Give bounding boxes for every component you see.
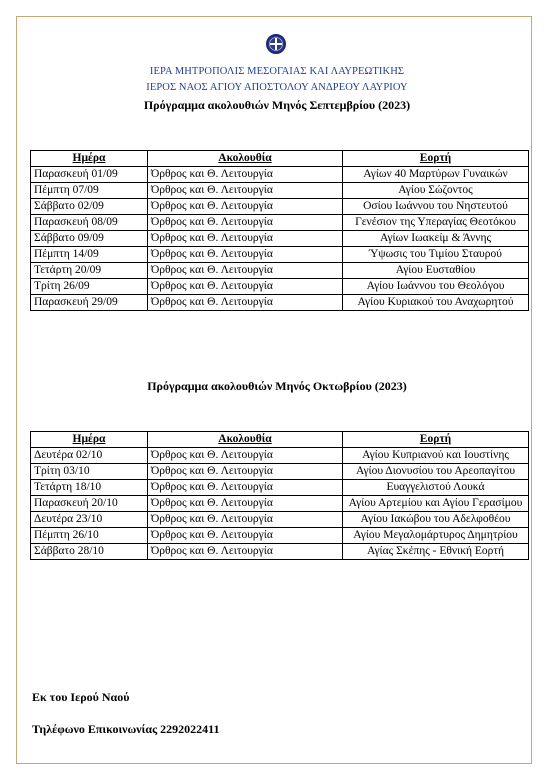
church-seal-logo	[266, 34, 286, 54]
footer-signature: Εκ του Ιερού Ναού	[32, 690, 130, 704]
table-header-row	[31, 151, 529, 167]
table-row	[31, 528, 529, 544]
cell-feast: Αγίου Κυριακού του Αναχωρητού	[343, 295, 529, 311]
cell-service: Όρθρος και Θ. Λειτουργία	[148, 183, 343, 199]
table-header-row	[31, 432, 529, 448]
cell-day: Τρίτη 03/10	[31, 464, 148, 480]
cell-day: Παρασκευή 01/09	[31, 167, 148, 183]
table-row	[31, 512, 529, 528]
table-row	[31, 496, 529, 512]
table-row	[31, 167, 529, 183]
table-row	[31, 464, 529, 480]
cell-feast: Αγίου Ευσταθίου	[343, 263, 529, 279]
table-row	[31, 247, 529, 263]
cell-service: Όρθρος και Θ. Λειτουργία	[148, 448, 343, 464]
cell-feast: Αγίων Ιωακείμ & Άννης	[343, 231, 529, 247]
church-title: ΙΕΡΟΣ ΝΑΟΣ ΑΓΙΟΥ ΑΠΟΣΤΟΛΟΥ ΑΝΔΡΕΟΥ ΛΑΥΡΙΟΥ	[146, 82, 408, 93]
cell-day: Παρασκευή 20/10	[31, 496, 148, 512]
column-header-service: Ακολουθία	[148, 432, 343, 448]
cell-service: Όρθρος και Θ. Λειτουργία	[148, 199, 343, 215]
cell-service: Όρθρος και Θ. Λειτουργία	[148, 528, 343, 544]
cell-service: Όρθρος και Θ. Λειτουργία	[148, 279, 343, 295]
cell-service: Όρθρος και Θ. Λειτουργία	[148, 480, 343, 496]
cell-day: Τετάρτη 20/09	[31, 263, 148, 279]
metropolis-title: ΙΕΡΑ ΜΗΤΡΟΠΟΛΙΣ ΜΕΣΟΓΑΙΑΣ ΚΑΙ ΛΑΥΡΕΩΤΙΚΗΣ	[149, 66, 405, 77]
column-header-feast: Εορτή	[343, 151, 529, 167]
cell-day: Πέμπτη 07/09	[31, 183, 148, 199]
table-row	[31, 279, 529, 295]
cell-service: Όρθρος και Θ. Λειτουργία	[148, 167, 343, 183]
cell-day: Παρασκευή 29/09	[31, 295, 148, 311]
table-row	[31, 448, 529, 464]
cell-service: Όρθρος και Θ. Λειτουργία	[148, 512, 343, 528]
cell-service: Όρθρος και Θ. Λειτουργία	[148, 231, 343, 247]
column-header-day: Ημέρα	[31, 432, 148, 448]
cell-day: Σάββατο 28/10	[31, 544, 148, 560]
cell-feast: Οσίου Ιωάννου του Νηστευτού	[343, 199, 529, 215]
cell-feast: Ευαγγελιστού Λουκά	[343, 480, 529, 496]
cell-feast: Αγίου Ιωάννου του Θεολόγου	[343, 279, 529, 295]
cell-service: Όρθρος και Θ. Λειτουργία	[148, 295, 343, 311]
cell-service: Όρθρος και Θ. Λειτουργία	[148, 544, 343, 560]
cell-feast: Αγίας Σκέπης - Εθνική Εορτή	[343, 544, 529, 560]
cell-service: Όρθρος και Θ. Λειτουργία	[148, 247, 343, 263]
table-row	[31, 199, 529, 215]
footer-phone: Τηλέφωνο Επικοινωνίας 2292022411	[32, 722, 220, 736]
cell-day: Πέμπτη 26/10	[31, 528, 148, 544]
cell-day: Παρασκευή 08/09	[31, 215, 148, 231]
cell-feast: Ύψωσις του Τιμίου Σταυρού	[343, 247, 529, 263]
cell-feast: Γενέσιον της Υπεραγίας Θεοτόκου	[343, 215, 529, 231]
cell-service: Όρθρος και Θ. Λειτουργία	[148, 464, 343, 480]
cell-day: Πέμπτη 14/09	[31, 247, 148, 263]
cell-feast: Αγίου Ιακώβου του Αδελφοθέου	[343, 512, 529, 528]
column-header-day: Ημέρα	[31, 151, 148, 167]
cell-service: Όρθρος και Θ. Λειτουργία	[148, 496, 343, 512]
october-schedule-table	[30, 431, 529, 560]
cell-feast: Αγίου Σώζοντος	[343, 183, 529, 199]
cell-day: Τρίτη 26/09	[31, 279, 148, 295]
cell-feast: Αγίου Αρτεμίου και Αγίου Γερασίμου	[343, 496, 529, 512]
column-header-feast: Εορτή	[343, 432, 529, 448]
table-row	[31, 231, 529, 247]
cell-feast: Αγίων 40 Μαρτύρων Γυναικών	[343, 167, 529, 183]
october-schedule-title: Πρόγραμμα ακολουθιών Μηνός Οκτωβρίου (2023)	[147, 379, 407, 393]
cell-feast: Αγίου Διονυσίου του Αρεοπαγίτου	[343, 464, 529, 480]
cell-day: Σάββατο 09/09	[31, 231, 148, 247]
cell-feast: Αγίου Μεγαλομάρτυρος Δημητρίου	[343, 528, 529, 544]
table-row	[31, 295, 529, 311]
cell-feast: Αγίου Κυπριανού και Ιουστίνης	[343, 448, 529, 464]
table-row	[31, 544, 529, 560]
september-schedule-table	[30, 150, 529, 311]
table-row	[31, 183, 529, 199]
cell-day: Σάββατο 02/09	[31, 199, 148, 215]
cell-service: Όρθρος και Θ. Λειτουργία	[148, 263, 343, 279]
table-row	[31, 263, 529, 279]
cell-day: Δευτέρα 02/10	[31, 448, 148, 464]
table-row	[31, 480, 529, 496]
september-schedule-title: Πρόγραμμα ακολουθιών Μηνός Σεπτεμβρίου (2023)	[143, 98, 411, 112]
column-header-service: Ακολουθία	[148, 151, 343, 167]
table-row	[31, 215, 529, 231]
cell-service: Όρθρος και Θ. Λειτουργία	[148, 215, 343, 231]
cell-day: Τετάρτη 18/10	[31, 480, 148, 496]
cell-day: Δευτέρα 23/10	[31, 512, 148, 528]
